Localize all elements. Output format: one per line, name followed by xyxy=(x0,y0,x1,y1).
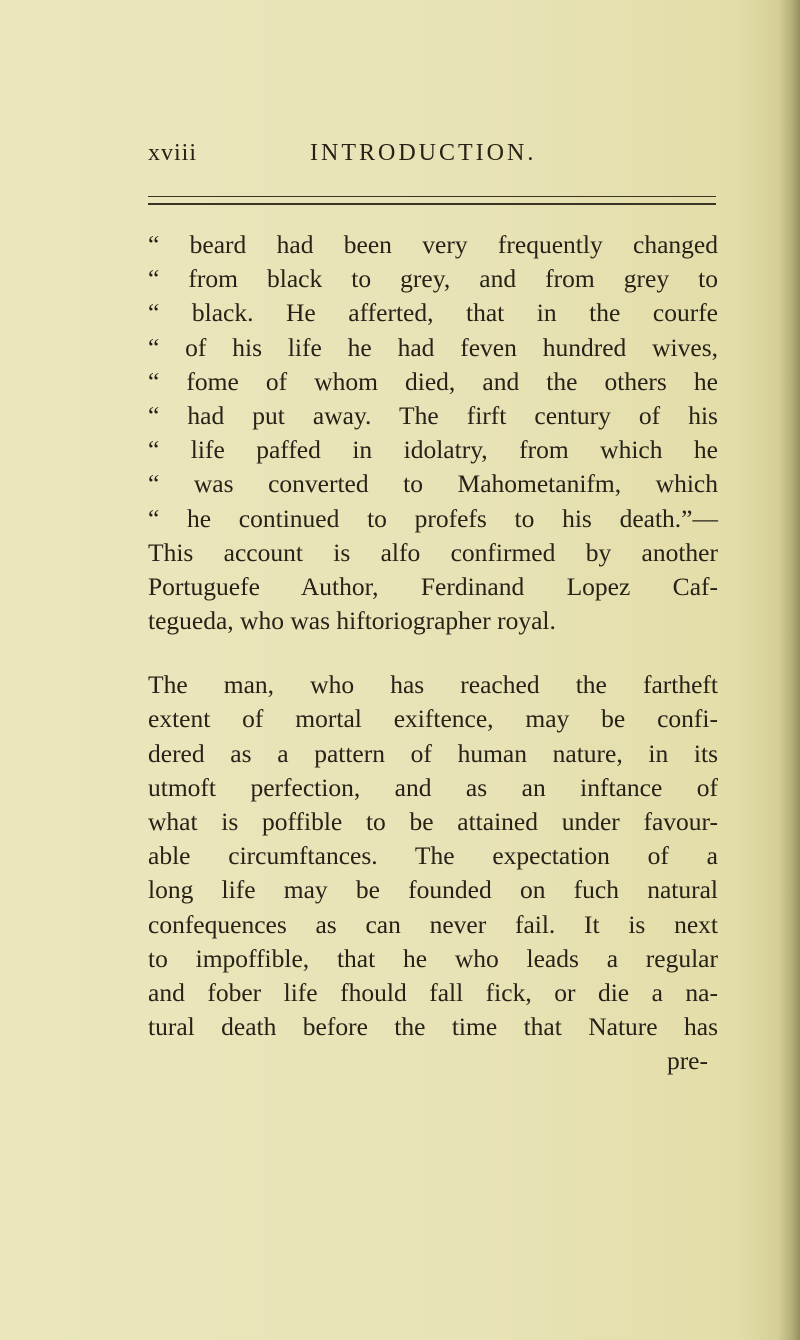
text-line: “ from black to grey, and from grey to xyxy=(148,264,718,294)
text-line: This account is alfo confirmed by another xyxy=(148,537,718,567)
catchword: pre- xyxy=(666,1046,708,1076)
text-line: “ life paffed in idolatry, from which he xyxy=(148,435,718,465)
body-text xyxy=(148,228,718,1079)
paragraph-gap xyxy=(148,638,718,668)
text-line: The man, who has reached the fartheft xyxy=(148,670,718,700)
page-number: xviii xyxy=(148,140,198,166)
running-title: INTRODUCTION. xyxy=(310,140,537,166)
text-line: “ black. He afferted, that in the courfe xyxy=(148,298,718,328)
text-line: dered as a pattern of human nature, in its xyxy=(148,738,718,768)
text-line: “ had put away. The firft century of his xyxy=(148,400,718,430)
text-line: confequences as can never fail. It is next xyxy=(148,909,718,939)
text-line: able circumftances. The expectation of a xyxy=(148,841,718,871)
header-rule xyxy=(148,196,716,205)
text-line: and fober life fhould fall fick, or die a na- xyxy=(148,977,718,1007)
text-line: extent of mortal exiftence, may be confi- xyxy=(148,704,718,734)
text-line: “ of his life he had feven hundred wives, xyxy=(148,332,718,362)
paragraph-2 xyxy=(148,668,718,1044)
text-line: “ was converted to Mahometanifm, which xyxy=(148,469,718,499)
text-line: what is poffible to be attained under favour- xyxy=(148,807,718,836)
text-line: utmoft perfection, and as an inftance of xyxy=(148,772,718,802)
text-line: tural death before the time that Nature has xyxy=(148,1012,718,1042)
text-line: to impoffible, that he who leads a regular xyxy=(148,943,718,973)
text-line: tegueda, who was hiftoriographer royal. xyxy=(148,606,556,636)
text-line: long life may be founded on fuch natural xyxy=(148,875,718,905)
text-line: “ beard had been very frequently changed xyxy=(148,230,718,259)
text-line: Portuguefe Author, Ferdinand Lopez Caf- xyxy=(148,571,718,601)
text-line: “ he continued to profefs to his death.”— xyxy=(148,503,718,533)
text-line: “ fome of whom died, and the others he xyxy=(148,366,718,396)
page-edge-shadow xyxy=(778,0,800,1340)
paragraph-1 xyxy=(148,228,718,638)
page-header xyxy=(148,140,718,180)
